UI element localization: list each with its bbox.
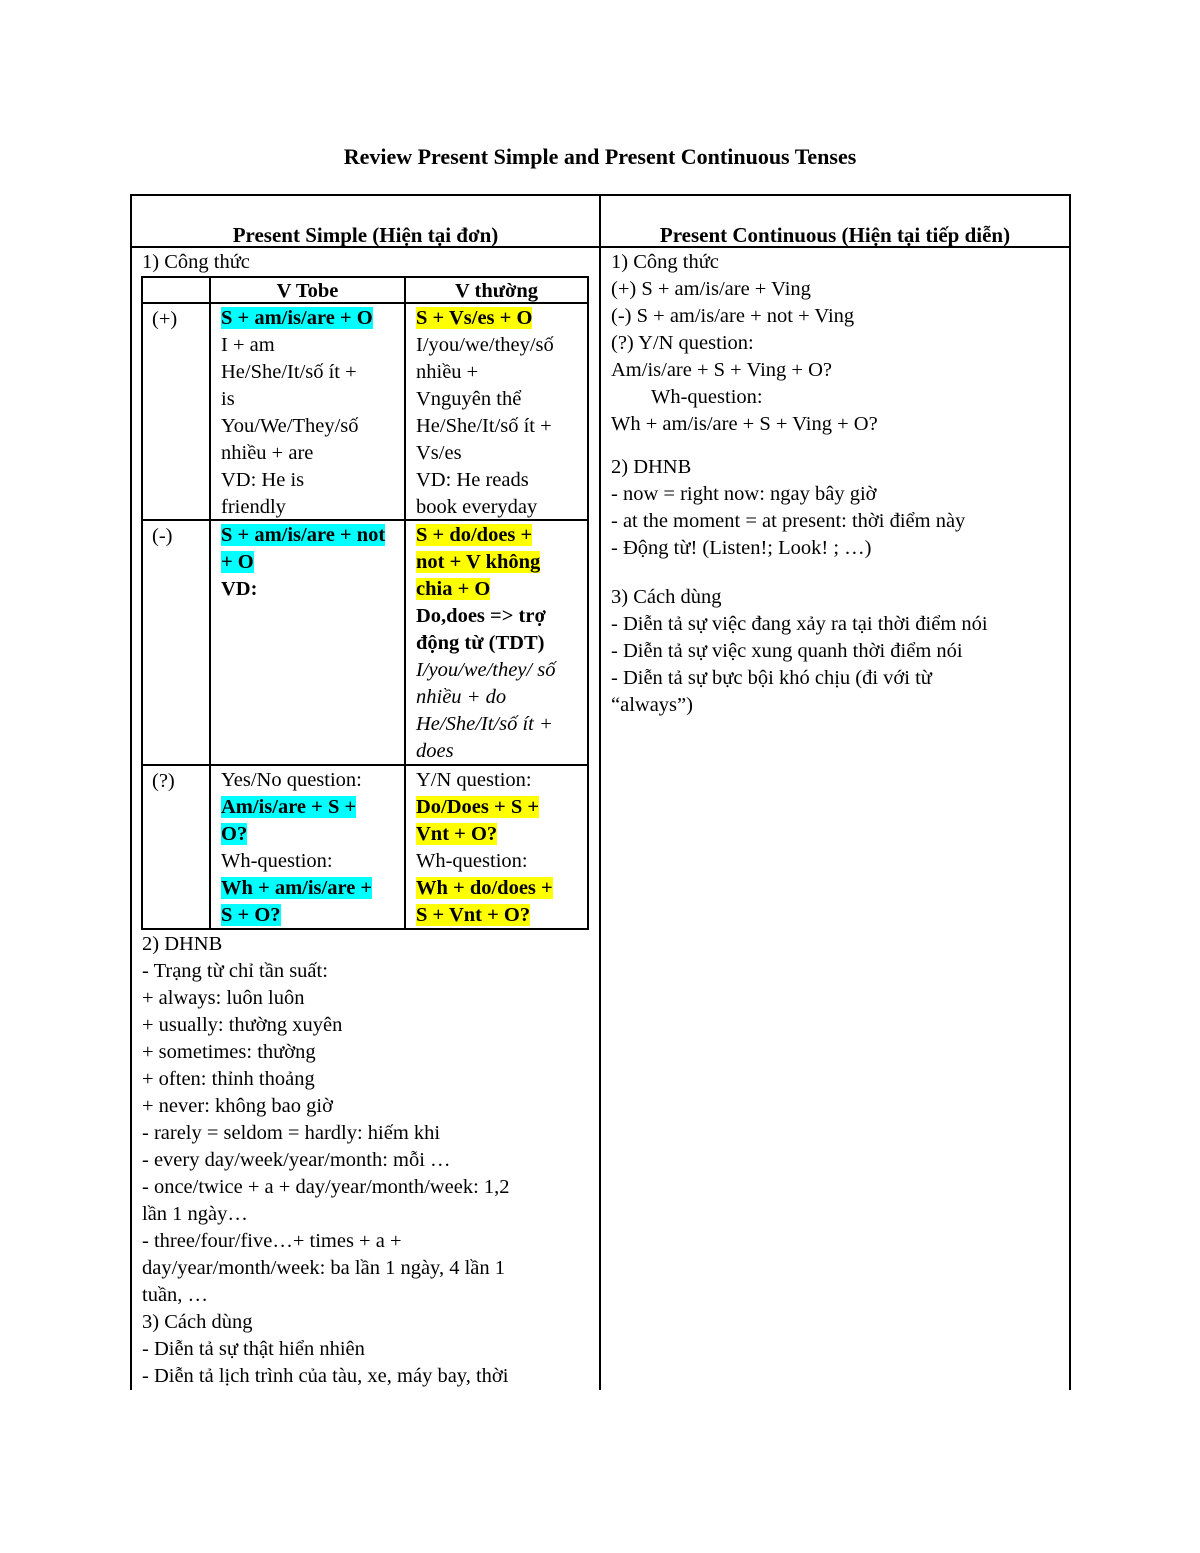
formula-highlight: not + V không: [416, 551, 541, 573]
note-line: 3) Cách dùng: [142, 1311, 253, 1333]
formula-highlight: Wh + do/does +: [416, 877, 553, 899]
italic-note: He/She/It/số ít +: [416, 713, 553, 735]
cell-line: VD: He is: [221, 469, 305, 491]
cell-line: nhiều +: [416, 361, 479, 383]
note-line: 3) Cách dùng: [611, 586, 722, 608]
present-continuous-content: [611, 249, 1066, 719]
present-simple-notes: [142, 931, 592, 1390]
example-label: VD:: [221, 578, 258, 600]
formula-highlight: + O: [221, 551, 254, 573]
cell-line: I/you/we/they/số: [416, 334, 554, 356]
inner-col-divider-2: [404, 276, 406, 930]
positive-tobe-cell: [221, 305, 403, 521]
note-line: - once/twice + a + day/year/month/week: 1,2: [142, 1176, 510, 1198]
cell-line: Wh-question:: [221, 850, 333, 872]
formula-heading: 1) Công thức: [142, 251, 250, 273]
formula-highlight: S + Vs/es + O: [416, 307, 533, 329]
row-label-positive: (+): [152, 308, 178, 330]
formula-highlight: Am/is/are + S +: [221, 796, 357, 818]
cell-line: You/We/They/số: [221, 415, 359, 437]
inner-col-divider-1: [209, 276, 211, 930]
row-label-negative: (-): [152, 525, 173, 547]
note-line: Wh-question:: [651, 386, 763, 408]
note-line: 2) DHNB: [142, 933, 223, 955]
note-line: day/year/month/week: ba lần 1 ngày, 4 lần 1: [142, 1257, 506, 1279]
present-simple-header: Present Simple (Hiện tại đơn): [232, 223, 499, 247]
note-line: + usually: thường xuyên: [142, 1014, 343, 1036]
cell-line: Vs/es: [416, 442, 462, 464]
cell-line: Wh-question:: [416, 850, 528, 872]
formula-highlight: Wh + am/is/are +: [221, 877, 373, 899]
cell-line: friendly: [221, 496, 286, 518]
formula-highlight: O?: [221, 823, 248, 845]
note-line: - Diễn tả sự việc xung quanh thời điểm nói: [611, 640, 963, 662]
cell-line: VD: He reads: [416, 469, 529, 491]
formula-highlight: Do/Does + S +: [416, 796, 540, 818]
present-continuous-header: Present Continuous (Hiện tại tiếp diễn): [659, 223, 1011, 247]
cell-line: Vnguyên thể: [416, 388, 522, 410]
cell-line: Y/N question:: [416, 769, 532, 791]
formula-highlight: chia + O: [416, 578, 491, 600]
question-thuong-cell: [416, 767, 586, 929]
note-line: 2) DHNB: [611, 456, 692, 478]
note-line: - Diễn tả sự bực bội khó chịu (đi với từ: [611, 667, 932, 689]
note-line: + sometimes: thường: [142, 1041, 316, 1063]
question-tobe-cell: [221, 767, 403, 929]
note-line: + always: luôn luôn: [142, 987, 305, 1009]
note-line: + often: thỉnh thoảng: [142, 1068, 315, 1090]
note-line: - at the moment = at present: thời điểm này: [611, 510, 966, 532]
col-vtobe-header: V Tobe: [276, 280, 339, 302]
cell-line: Yes/No question:: [221, 769, 362, 791]
col-vthuong-header: V thường: [454, 280, 539, 302]
note-line: - Diễn tả lịch trình của tàu, xe, máy bay, thời: [142, 1365, 509, 1387]
note-line: - Trạng từ chỉ tần suất:: [142, 960, 328, 982]
italic-note: nhiều + do: [416, 686, 507, 708]
formula-highlight: S + O?: [221, 904, 281, 926]
note-line: - rarely = seldom = hardly: hiếm khi: [142, 1122, 441, 1144]
note-line: - three/four/five…+ times + a +: [142, 1230, 402, 1252]
auxiliary-note: động từ (TDT): [416, 632, 545, 654]
formula-highlight: S + am/is/are + not: [221, 524, 386, 546]
note-line: (?) Y/N question:: [611, 332, 754, 354]
cell-line: He/She/It/số ít +: [221, 361, 357, 383]
note-line: lần 1 ngày…: [142, 1203, 248, 1225]
note-line: - Động từ! (Listen!; Look! ; …): [611, 537, 872, 559]
note-line: + never: không bao giờ: [142, 1095, 333, 1117]
italic-note: I/you/we/they/ số: [416, 659, 556, 681]
column-divider: [599, 194, 601, 1390]
auxiliary-note: Do,does => trợ: [416, 605, 546, 627]
cell-line: He/She/It/số ít +: [416, 415, 552, 437]
note-line: - Diễn tả sự việc đang xảy ra tại thời điểm nói: [611, 613, 988, 635]
formula-highlight: Vnt + O?: [416, 823, 498, 845]
note-line: (+) S + am/is/are + Ving: [611, 278, 811, 300]
note-line: 1) Công thức: [611, 251, 719, 273]
note-line: - every day/week/year/month: mỗi …: [142, 1149, 451, 1171]
note-line: “always”): [611, 694, 693, 716]
document-title: Review Present Simple and Present Continuous Tenses: [343, 144, 857, 169]
negative-tobe-cell: [221, 522, 403, 603]
note-line: Am/is/are + S + Ving + O?: [611, 359, 832, 381]
formula-highlight: S + am/is/are + O: [221, 307, 373, 329]
cell-line: I + am: [221, 334, 275, 356]
note-line: - Diễn tả sự thật hiển nhiên: [142, 1338, 365, 1360]
cell-line: book everyday: [416, 496, 538, 518]
note-line: tuần, …: [142, 1284, 209, 1306]
positive-thuong-cell: [416, 305, 586, 521]
note-line: Wh + am/is/are + S + Ving + O?: [611, 413, 878, 435]
italic-note: does: [416, 740, 454, 762]
cell-line: is: [221, 388, 235, 410]
negative-thuong-cell: [416, 522, 586, 765]
note-line: - now = right now: ngay bây giờ: [611, 483, 877, 505]
row-label-question: (?): [152, 770, 175, 792]
formula-highlight: S + do/does +: [416, 524, 533, 546]
cell-line: nhiều + are: [221, 442, 314, 464]
formula-highlight: S + Vnt + O?: [416, 904, 531, 926]
note-line: (-) S + am/is/are + not + Ving: [611, 305, 855, 327]
